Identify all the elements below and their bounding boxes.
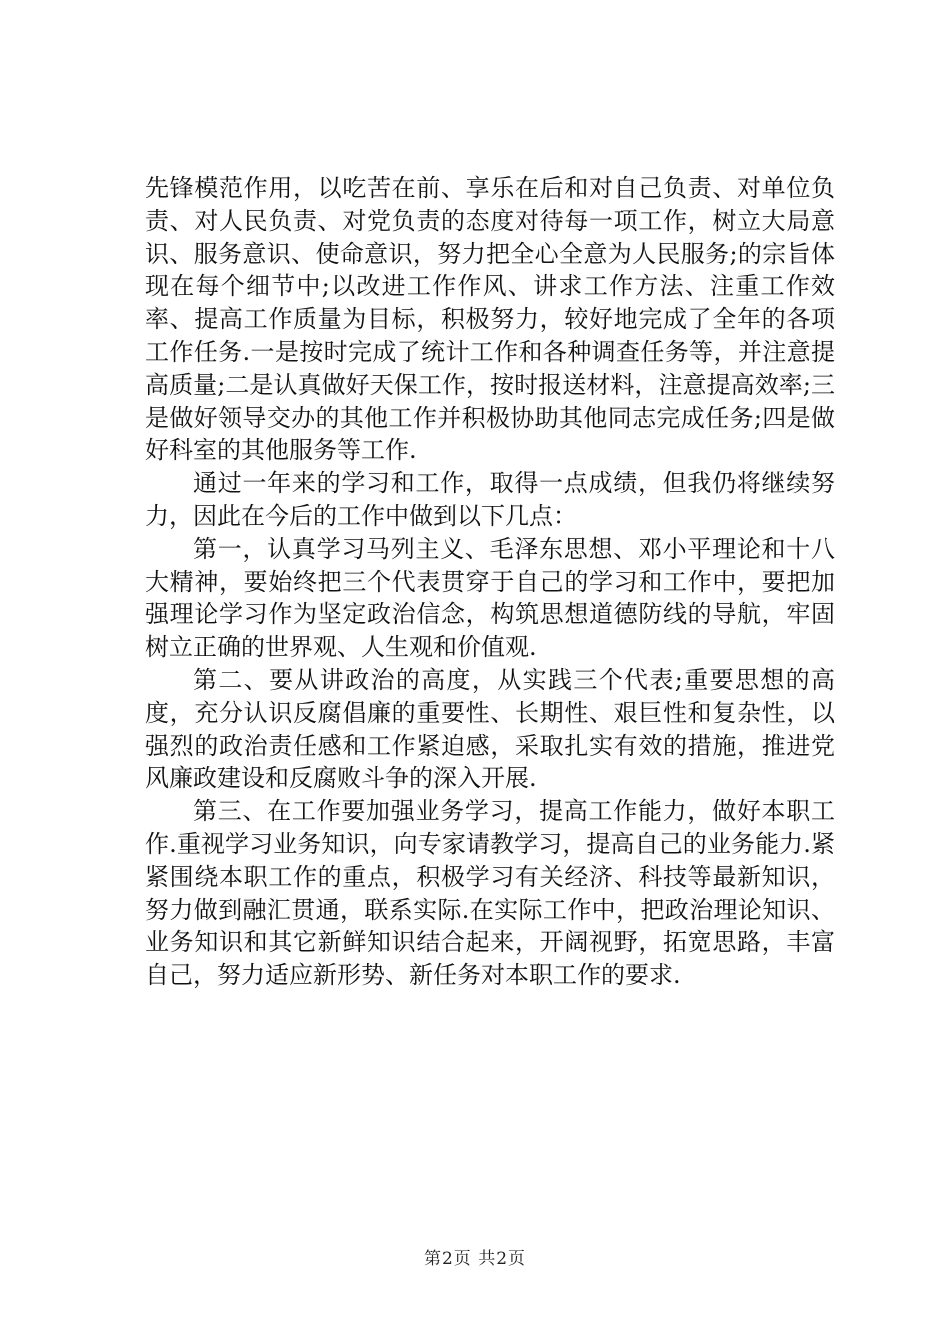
document-body	[145, 172, 835, 992]
paragraph-point-two: 第二、要从讲政治的高度，从实践三个代表;重要思想的高度，充分认识反腐倡廉的重要性、长期性、艰巨性和复杂性，以强烈的政治责任感和工作紧迫感，采取扎实有效的措施，推进党风廉政建设和反腐败斗争的深入开展.	[145, 665, 835, 793]
page-number-label: 第2页 共2页	[423, 1249, 527, 1269]
paragraph-point-three: 第三、在工作要加强业务学习，提高工作能力，做好本职工作.重视学习业务知识，向专家请教学习，提高自己的业务能力.紧紧围绕本职工作的重点，积极学习有关经济、科技等最新知识，努力做到融汇贯通，联系实际.在实际工作中，把政治理论知识、业务知识和其它新鲜知识结合起来，开阔视野，拓宽思路，丰富自己，努力适应新形势、新任务对本职工作的要求.	[145, 797, 835, 990]
paragraph-summary: 通过一年来的学习和工作，取得一点成绩，但我仍将继续努力，因此在今后的工作中做到以下几点：	[145, 469, 835, 530]
page-footer	[0, 1244, 950, 1269]
paragraph-point-one: 第一，认真学习马列主义、毛泽东思想、邓小平理论和十八大精神，要始终把三个代表贯穿于自己的学习和工作中，要把加强理论学习作为坚定政治信念，构筑思想道德防线的导航，牢固树立正确的世界观、人生观和价值观.	[145, 534, 835, 662]
paragraph-continuation: 先锋模范作用，以吃苦在前、享乐在后和对自己负责、对单位负责、对人民负责、对党负责的态度对待每一项工作，树立大局意识、服务意识、使命意识，努力把全心全意为人民服务;的宗旨体现在每个细节中;以改进工作作风、讲求工作方法、注重工作效率、提高工作质量为目标，积极努力，较好地完成了全年的各项工作任务.一是按时完成了统计工作和各种调查任务等，并注意提高质量;二是认真做好天保工作，按时报送材料，注意提高效率;三是做好领导交办的其他工作并积极协助其他同志完成任务;四是做好科室的其他服务等工作.	[145, 174, 835, 465]
